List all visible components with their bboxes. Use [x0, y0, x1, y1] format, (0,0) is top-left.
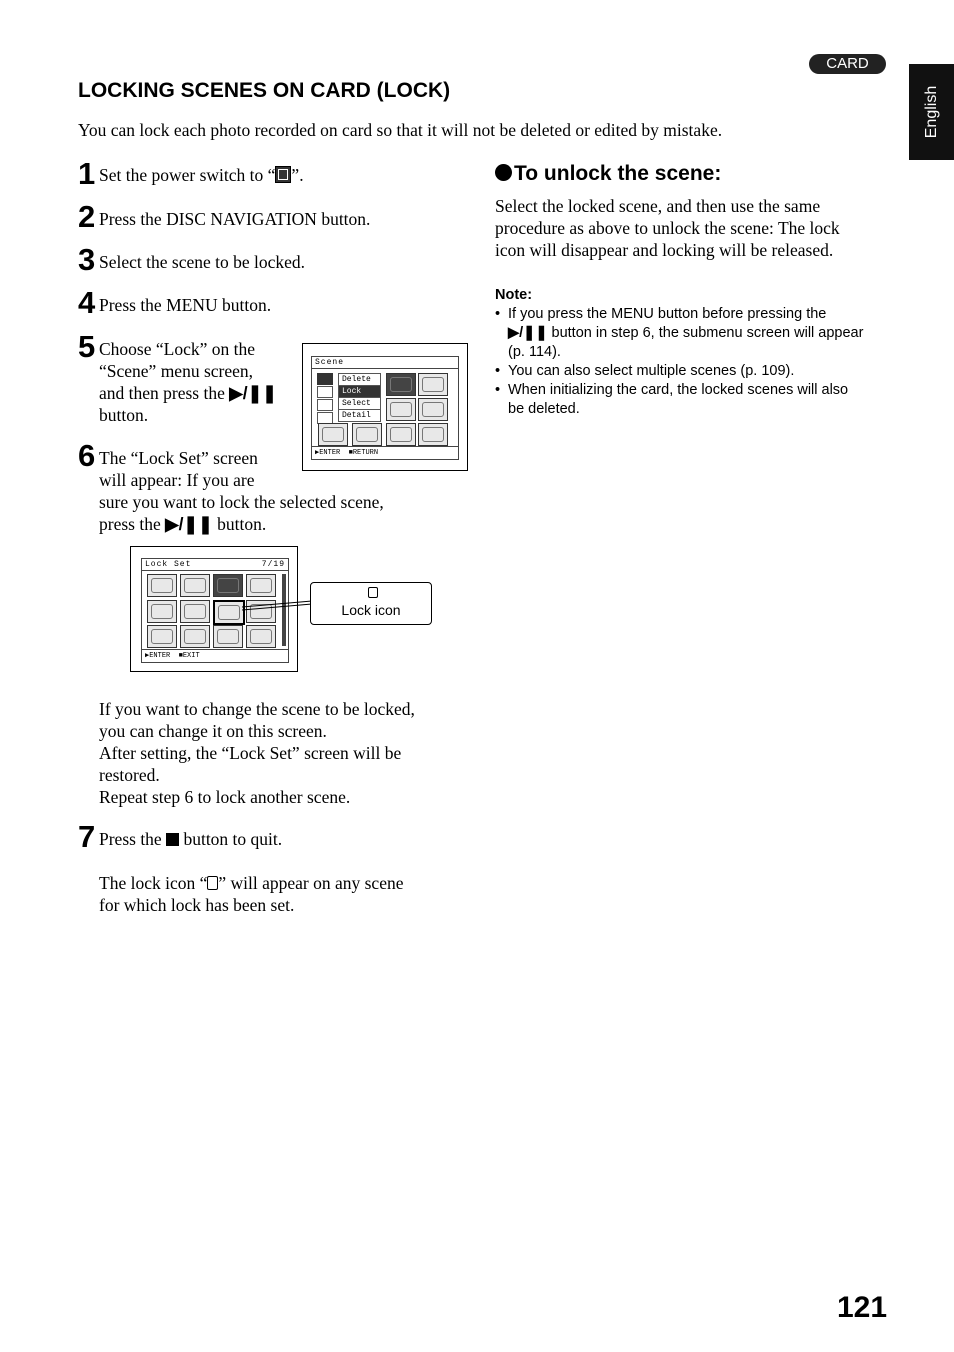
scene-thumbnail — [418, 423, 448, 446]
step-text: Select the scene to be locked. — [99, 252, 306, 272]
note-item: • You can also select multiple scenes (p. 109). — [495, 363, 795, 379]
callout-line — [240, 590, 315, 615]
card-mode-icon — [275, 166, 291, 183]
step-number: 2 — [78, 199, 96, 234]
menu-icon — [317, 386, 333, 398]
step-text: Press the DISC NAVIGATION button. — [99, 209, 371, 229]
stop-icon — [166, 833, 179, 846]
play-pause-icon: ▶/❚❚ — [508, 325, 548, 341]
scene-thumbnail — [180, 625, 210, 648]
step-number: 6 — [78, 438, 96, 473]
scene-thumbnail — [180, 600, 210, 623]
step-number: 1 — [78, 156, 96, 191]
side-tab-label: English — [922, 85, 940, 139]
scene-thumbnail — [418, 398, 448, 421]
menu-item-detail: Detail — [338, 409, 381, 422]
step-number: 3 — [78, 242, 96, 277]
scene-thumbnail — [418, 373, 448, 396]
step-text: Press the button to quit. — [99, 829, 283, 849]
note-item: • If you press the MENU button before pressing the ▶/❚❚ button in step 6, the submenu screen will appear (p. 114). — [495, 306, 864, 360]
scene-thumbnail — [147, 600, 177, 623]
page-title: LOCKING SCENES ON CARD (LOCK) — [78, 79, 451, 102]
step-number: 4 — [78, 285, 96, 320]
lock-icon — [207, 876, 218, 890]
step7-additional-text: The lock icon “ ” will appear on any scene for which lock has been set. — [99, 873, 404, 915]
scene-thumbnail — [213, 625, 243, 648]
scene-thumbnail — [246, 625, 276, 648]
screen-header: Lock Set 7/19 — [142, 559, 288, 571]
note-item: • When initializing the card, the locked scenes will also be deleted. — [495, 382, 849, 417]
callout-label: Lock icon — [341, 602, 401, 618]
play-pause-icon: ▶/❚❚ — [229, 383, 277, 403]
menu-icon — [317, 373, 333, 385]
note-label: Note: — [495, 287, 533, 303]
scene-thumbnail — [147, 574, 177, 597]
step-text: Choose “Lock” on the “Scene” menu screen, and then press the ▶/❚❚ button. — [99, 339, 277, 425]
menu-item-delete: Delete — [338, 373, 381, 386]
unlock-heading: To unlock the scene: — [495, 162, 721, 186]
scene-thumbnail — [213, 574, 243, 597]
menu-icon — [317, 399, 333, 411]
card-badge: CARD — [809, 54, 886, 74]
scene-thumbnail — [180, 574, 210, 597]
step-text: Press the MENU button. — [99, 295, 272, 315]
play-pause-icon: ▶/❚❚ — [165, 514, 213, 534]
screen-footer: ▶ENTER ■RETURN — [312, 446, 458, 458]
side-tab — [909, 64, 954, 160]
step-text: Set the power switch to “ ”. — [99, 165, 304, 185]
bullet-circle-icon — [495, 164, 512, 181]
menu-item-select: Select — [338, 397, 381, 410]
screen-header: Scene — [312, 357, 458, 369]
step-number: 7 — [78, 819, 96, 854]
screen-footer: ▶ENTER ■EXIT — [142, 649, 288, 661]
intro-text: You can lock each photo recorded on card so that it will not be deleted or edited by mistake. — [78, 120, 723, 140]
lock-icon-callout — [310, 582, 432, 625]
scene-thumbnail — [386, 373, 416, 396]
step6-additional-text: If you want to change the scene to be locked, you can change it on this screen. After setting, the “Lock Set” screen will be restored. Repeat step 6 to lock another scene. — [99, 699, 415, 807]
step-number: 5 — [78, 329, 96, 364]
scene-thumbnail — [386, 398, 416, 421]
scene-thumbnail — [147, 625, 177, 648]
step-text: The “Lock Set” screen will appear: If you are sure you want to lock the selected scene, press the ▶/❚❚ button. — [99, 448, 384, 534]
scene-thumbnail — [352, 423, 382, 446]
page-number: 121 — [837, 1291, 888, 1324]
unlock-text: Select the locked scene, and then use the same procedure as above to unlock the scene: The lock icon will disappear and locking will be released. — [495, 196, 840, 260]
scene-thumbnail — [318, 423, 348, 446]
scene-thumbnail — [386, 423, 416, 446]
note-list — [495, 305, 895, 419]
menu-item-lock: Lock — [338, 385, 381, 398]
lock-icon — [368, 587, 378, 598]
